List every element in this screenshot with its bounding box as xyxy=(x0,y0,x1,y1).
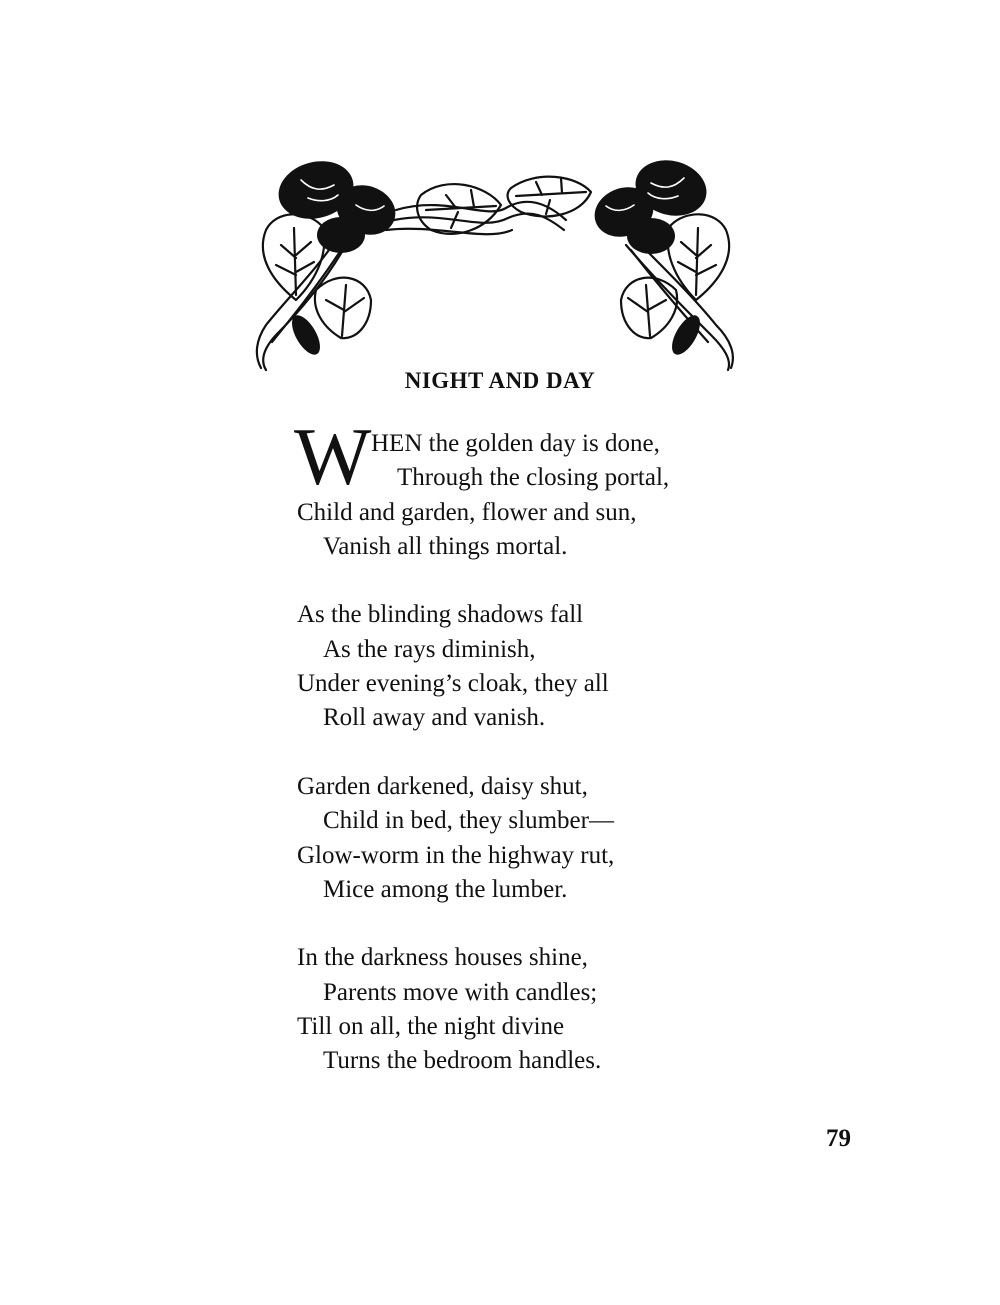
poem-line: Turns the bedroom handles. xyxy=(323,1047,602,1075)
poem-line: Till on all, the night divine xyxy=(297,1013,565,1041)
poem-title: NIGHT AND DAY xyxy=(404,368,596,393)
stanza-4 xyxy=(297,941,797,1078)
stanza-1 xyxy=(294,411,797,564)
poem-line: Vanish all things mortal. xyxy=(323,532,568,560)
poem-line: Glow-worm in the highway rut, xyxy=(297,841,615,869)
poem-body xyxy=(294,411,797,1113)
page-number: 79 xyxy=(826,1125,851,1152)
poem-line: Child and garden, flower and sun, xyxy=(297,498,637,526)
stanza-3 xyxy=(297,770,797,907)
poem-line: Under evening’s cloak, they all xyxy=(297,670,609,698)
poem-line: Child in bed, they slumber— xyxy=(323,807,614,835)
poem-line: As the rays diminish, xyxy=(323,635,536,663)
poem-line: Mice among the lumber. xyxy=(323,875,568,903)
poem-line: As the blinding shadows fall xyxy=(297,601,584,629)
stanza-2 xyxy=(297,598,797,735)
drop-cap: W xyxy=(294,411,372,502)
poem-line: Garden darkened, daisy shut, xyxy=(297,772,588,800)
poem-line: Through the closing portal, xyxy=(397,464,670,492)
poem-line: Parents move with candles; xyxy=(323,978,598,1006)
morning-glory-ornament-icon xyxy=(246,150,746,372)
poem-line: HEN the golden day is done, xyxy=(371,430,660,457)
poem-line: Roll away and vanish. xyxy=(323,704,546,732)
poem-line: In the darkness houses shine, xyxy=(297,944,588,972)
